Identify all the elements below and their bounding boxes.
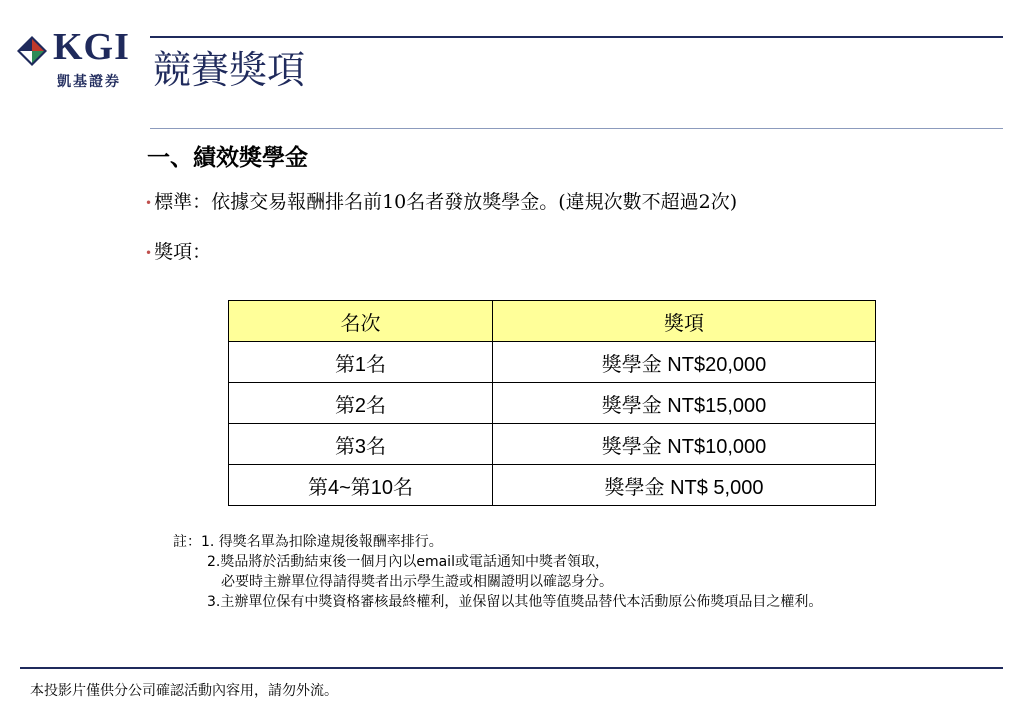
- page-title: 競賽獎項: [153, 48, 306, 92]
- header-prize: 獎項: [493, 301, 876, 342]
- notes-block: [173, 532, 822, 612]
- header-rank: 名次: [229, 301, 493, 342]
- rank-cell: 第1名: [229, 342, 493, 383]
- prize-label-text: 獎項：: [154, 241, 212, 263]
- criteria-bullet: [145, 187, 737, 214]
- note-line: 3.主辦單位保有中獎資格審核最終權利，並保留以其他等值獎品替代本活動原公佈獎項品目之權利。: [207, 594, 823, 610]
- kgi-logo-mark-icon: [17, 36, 47, 66]
- footer-disclaimer: 本投影片僅供分公司確認活動內容用，請勿外流。: [30, 683, 338, 699]
- note-line: 註：1. 得獎名單為扣除違規後報酬率排行。: [173, 534, 443, 550]
- logo-brand-text: KGI: [53, 26, 130, 68]
- rank-cell: 第4~第10名: [229, 465, 493, 506]
- prize-cell: 獎學金 NT$ 5,000: [493, 465, 876, 506]
- note-line: 必要時主辦單位得請得獎者出示學生證或相關證明以確認身分。: [221, 574, 613, 590]
- rank-cell: 第3名: [229, 424, 493, 465]
- top-divider: [150, 36, 1003, 38]
- table-row: [229, 383, 876, 424]
- rank-cell: 第2名: [229, 383, 493, 424]
- table-row: [229, 424, 876, 465]
- logo-subtitle: 凱基證券: [57, 74, 121, 90]
- prize-bullet: [145, 237, 211, 264]
- table-row: [229, 465, 876, 506]
- prize-table: [228, 300, 876, 506]
- bottom-divider: [20, 667, 1003, 669]
- bullet-icon: •: [145, 246, 153, 260]
- bullet-icon: •: [145, 196, 153, 210]
- table-row: [229, 342, 876, 383]
- note-line: 2.獎品將於活動結束後一個月內以email或電話通知中獎者領取，: [207, 554, 609, 570]
- criteria-text: 標準：依據交易報酬排名前10名者發放獎學金。(違規次數不超過2次): [154, 191, 738, 213]
- prize-cell: 獎學金 NT$10,000: [493, 424, 876, 465]
- prize-cell: 獎學金 NT$15,000: [493, 383, 876, 424]
- prize-cell: 獎學金 NT$20,000: [493, 342, 876, 383]
- kgi-logo: [17, 26, 135, 92]
- table-header-row: [229, 301, 876, 342]
- title-divider: [150, 128, 1003, 129]
- section-heading: 一、績效獎學金: [147, 144, 308, 171]
